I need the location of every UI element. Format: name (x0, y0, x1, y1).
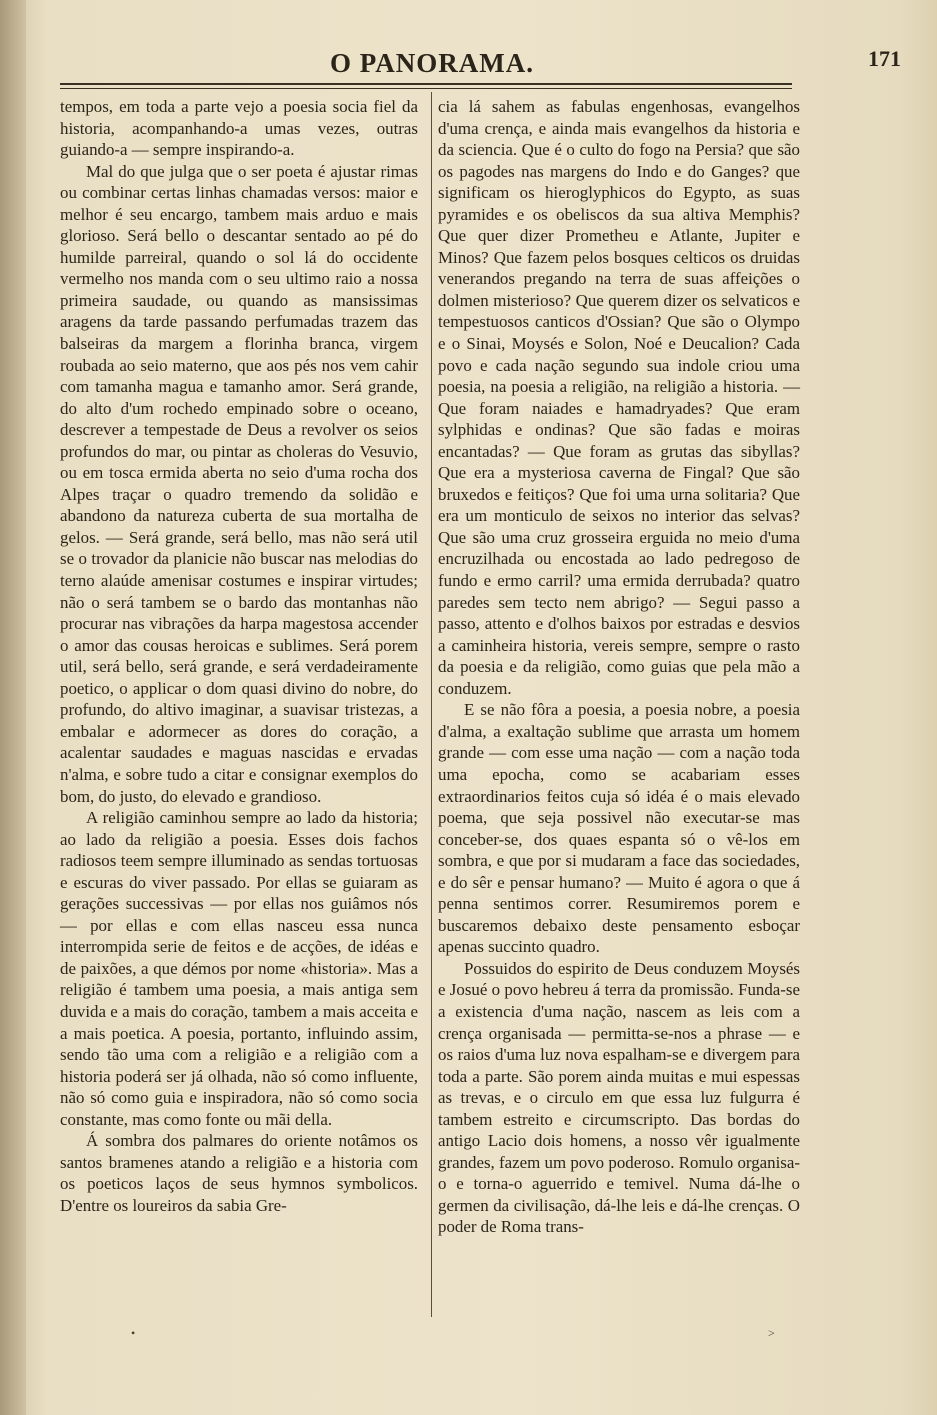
paragraph: Possuidos do espirito de Deus conduzem Moysés e Josué o povo hebreu á terra da promissão. Funda-se a existencia d'uma nação, nascem as leis com a crença organisada — permitta-se-nos a phrase — e os raios d'uma luz nova espalham-se e divergem para toda a parte. São porem ainda muitas e mui espessas as trevas, e o circulo em que essa luz fulgurra é tambem estreito e circumscripto. Das bordas do antigo Lacio dois homens, a nosso vêr igualmente grandes, fazem um povo poderoso. Romulo organisa-o e torna-o aguerrido e temivel. Numa dá-lhe o germen da civilisação, dá-lhe leis e dá-lhe crenças. O poder de Roma trans- (438, 958, 800, 1237)
column-divider (431, 92, 432, 1317)
paragraph: E se não fôra a poesia, a poesia nobre, a poesia d'alma, a exaltação sublime que arrasta um homem grande — com esse uma nação — com a nação toda uma epocha, como se acabariam esses extraordinarios feitos cuja só idéa é o mais elevado poema, que seja possivel não executar-se mas conceber-se, dos quaes espanta só o vê-los em sombra, e que por si mudaram a face das sociedades, e do sêr e pensar humano? — Muito é agora o que á penna sentimos correr. Resumiremos porem e buscaremos debaixo deste pensamento esboçar apenas succinto quadro. (438, 700, 800, 957)
footer-mark-left: • (131, 1326, 136, 1340)
paragraph: A religião caminhou sempre ao lado da historia; ao lado da religião a poesia. Esses dois fachos radiosos teem sempre illuminado as sendas tortuosas e escuras do viver passado. Por ellas se guiaram as gerações successivas — por ellas nos guiâmos nós — por ellas e com ellas nasceu essa nunca interrompida serie de feitos e de acções, de idéas e de paixões, a que démos por nome «historia». Mas a religião é tambem uma poesia, a mais antiga sem duvida e a mais do coração, tambem a mais acceita e a mais poetica. A poesia, portanto, influindo assim, sendo tão uma com a religião e a religião com a historia poderá ser já olhada, não só como influente, não só como guia e inspiradora, não só como socia constante, mas como fonte ou mãi della. (60, 808, 418, 1129)
paragraph: tempos, em toda a parte vejo a poesia socia fiel da historia, acompanhando-a umas vezes, outras guiando-a — sempre inspirando-a. (60, 97, 418, 160)
paragraph: Á sombra dos palmares do oriente notâmos os santos bramenes atando a religião e a historia com os poeticos laços de seus hymnos symbolicos. D'entre os loureiros da sabia Gre- (60, 1131, 418, 1215)
header-rule-thin (60, 88, 792, 89)
header-rule-thick (60, 83, 792, 85)
left-column (60, 96, 418, 1216)
book-spine-shadow (0, 0, 26, 1415)
footer-mark-right: > (768, 1326, 775, 1340)
page-header (60, 40, 901, 80)
paragraph: cia lá sahem as fabulas engenhosas, evangelhos d'uma crença, e ainda mais evangelhos da historia e da sciencia. Que é o culto do fogo na Persia? que são os pagodes nas margens do Indo e do Ganges? que significam os hieroglyphicos do Egypto, as suas pyramides e os obeliscos da sua altiva Memphis? Que quer dizer Prometheu e Atlante, Jupiter e Minos? Que fazem pelos bosques celticos os druidas venerandos pregando na terra de suas affeições o dolmen misterioso? Que querem dizer os selvaticos e tempestuosos canticos d'Ossian? Que são o Olympo e o Sinai, Moysés e Solon, Noé e Deucalion? Cada povo e cada nação segundo sua indole criou uma poesia, na poesia a religião, na religião a historia. — Que foram naiades e hamadryades? Que eram sylphidas e ondinas? Que são fadas e moiras encantadas? — Que foram as grutas das sibyllas? Que era a mysteriosa caverna de Fingal? Que são bruxedos e feitiços? Que foi uma urna solitaria? Que era um monticulo de seixos no interior das selvas? Que são uma cruz grosseira erguida no meio d'uma encruzilhada ou encostada ao lado pedregoso de fundo e ermo carril? uma ermida derrubada? quatro paredes sem tecto nem abrigo? — Segui passo a passo, attento e d'olhos baixos por estradas e desvios a caminheira historia, vereis sempre, sempre o rasto da poesia e da religião, como guias que pela mão a conduzem. (438, 97, 800, 698)
page-title: O PANORAMA. (330, 48, 534, 78)
paragraph: Mal do que julga que o ser poeta é ajustar rimas ou combinar certas linhas chamadas versos: maior e melhor é seu encargo, tambem mais arduo e mais glorioso. Será bello o descantar sentado ao pé do humilde parreiral, quando o sol lá do occidente vermelho nos manda com o seu ultimo raio a nossa primeira saudade, ou quando as mansissimas aragens da tarde passando perfumadas trazem das balseiras da margem a florinha branca, virgem roubada ao seio materno, que aos pés nos vem cahir com tamanha magua e tamanho amor. Será grande, do alto d'um rochedo empinado sobre o oceano, descrever a tempestade de Deus a revolver os seios profundos do mar, ou pintar as choleras do Vesuvio, ou em tosca ermida aberta no seio d'uma rocha dos Alpes traçar o quadro tremendo da solidão e abandono da natureza cuberta de sua mortalha de gelos. — Será grande, será bello, mas não será util se o trovador da planicie não buscar nas melodias do terno alaúde amenisar costumes e inspirar virtudes; não o será tambem se o bardo das montanhas não procurar nas vibrações da harpa magestosa accender o amor das cousas heroicas e sublimes. Será porem util, será bello, será grande, e será verdadeiramente poetico, o applicar o dom quasi divino do nobre, do profundo, do altivo imaginar, a suavisar tristezas, a embalar e adormecer as dores do coração, a acalentar saudades e maguas nascidas e ervadas n'alma, e sobre tudo a citar e consignar exemplos do bom, do justo, do elevado e grandioso. (60, 161, 418, 806)
right-column (438, 96, 800, 1238)
page-number: 171 (868, 46, 901, 71)
